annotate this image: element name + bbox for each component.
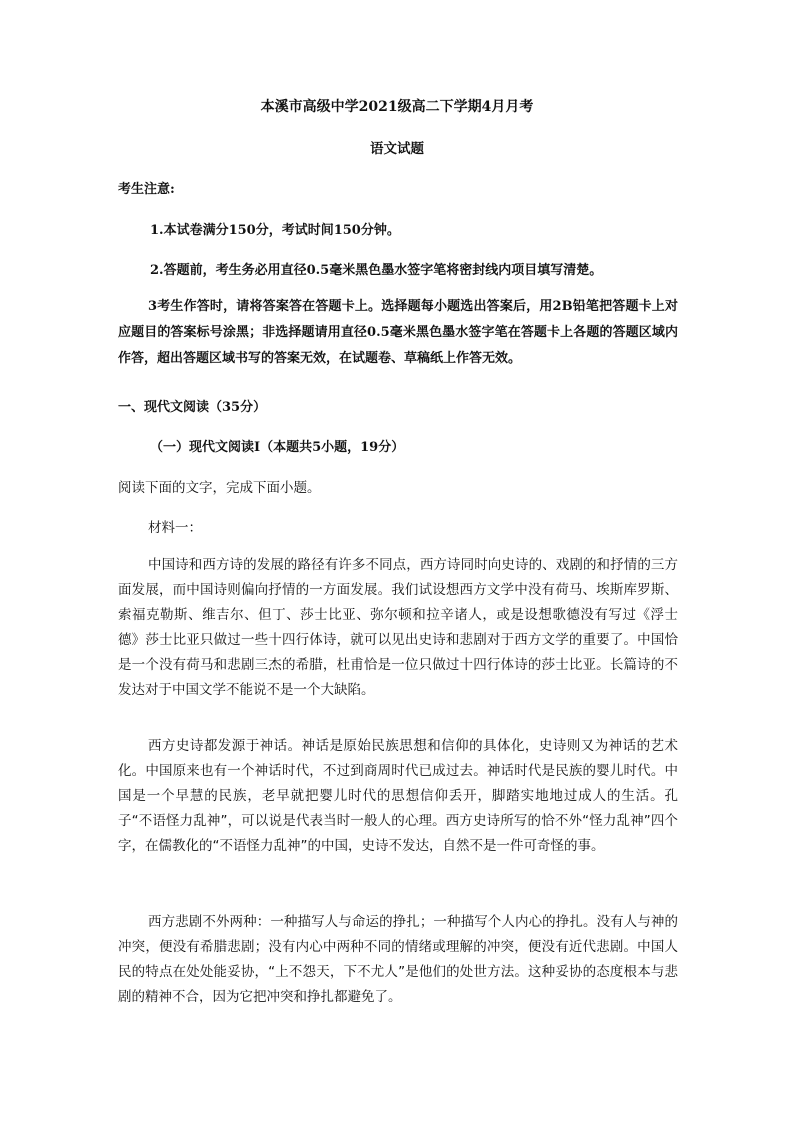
notice-item-1: 1.本试卷满分150分，考试时间150分钟。	[150, 223, 400, 238]
subsection-heading: （一）现代文阅读Ⅰ（本题共5小题，19分）	[150, 440, 405, 455]
paragraph-3: 西方悲剧不外两种：一种描写人与命运的挣扎；一种描写个人内心的挣扎。没有人与神的冲突，便没有希腊悲剧；没有内心中两种不同的情绪或理解的冲突，便没有近代悲剧。中国人民的特点在处处能妥协，“上不怨天，下不尤人”是他们的处世方法。这种妥协的态度根本与悲剧的精神不合，因为它把冲突和挣扎都避免了。	[118, 914, 678, 1005]
paragraph-2: 西方史诗都发源于神话。神话是原始民族思想和信仰的具体化，史诗则又为神话的艺术化。中国原来也有一个神话时代，不过到商周时代已成过去。神话时代是民族的婴儿时代。中国是一个早慧的民族，老早就把婴儿时代的思想信仰丢开，脚踏实地地过成人的生活。孔子“不语怪力乱神”，可以说是代表当时一般人的心理。西方史诗所写的恰不外“怪力乱神”四个字，在儒教化的“不语怪力乱神”的中国，史诗不发达，自然不是一件可奇怪的事。	[118, 738, 678, 854]
notice-heading: 考生注意:	[118, 182, 175, 197]
notice-item-2: 2.答题前，考生务必用直径0.5毫米黑色墨水签字笔将密封线内项目填写清楚。	[150, 263, 603, 278]
exam-subtitle: 语文试题	[370, 141, 424, 157]
paragraph-1: 中国诗和西方诗的发展的路径有许多不同点，西方诗同时向史诗的、戏剧的和抒情的三方面发展，而中国诗则偏向抒情的一方面发展。我们试设想西方文学中没有荷马、埃斯库罗斯、索福克勒斯、维吉尔、但丁、莎士比亚、弥尔顿和拉辛诸人，或是设想歌德没有写过《浮士德》莎士比亚只做过一些十四行体诗，就可以见出史诗和悲剧对于西方文学的重要了。中国恰是一个没有荷马和悲剧三杰的希腊，杜甫恰是一位只做过十四行体诗的莎士比亚。长篇诗的不发达对于中国文学不能说不是一个大缺陷。	[118, 557, 678, 698]
notice-item-3: 3考生作答时，请将答案答在答题卡上。选择题每小题选出答案后，用2B铅笔把答题卡上对应题目的答案标号涂黑；非选择题请用直径0.5毫米黑色墨水签字笔在答题卡上各题的答题区域内作答，超出答题区域书写的答案无效，在试题卷、草稿纸上作答无效。	[118, 299, 678, 366]
section-heading: 一、现代文阅读（35分）	[118, 400, 267, 415]
exam-title: 本溪市高级中学2021级高二下学期4月月考	[260, 99, 534, 115]
material-label: 材料一：	[148, 520, 202, 536]
reading-instruction: 阅读下面的文字，完成下面小题。	[118, 480, 321, 496]
